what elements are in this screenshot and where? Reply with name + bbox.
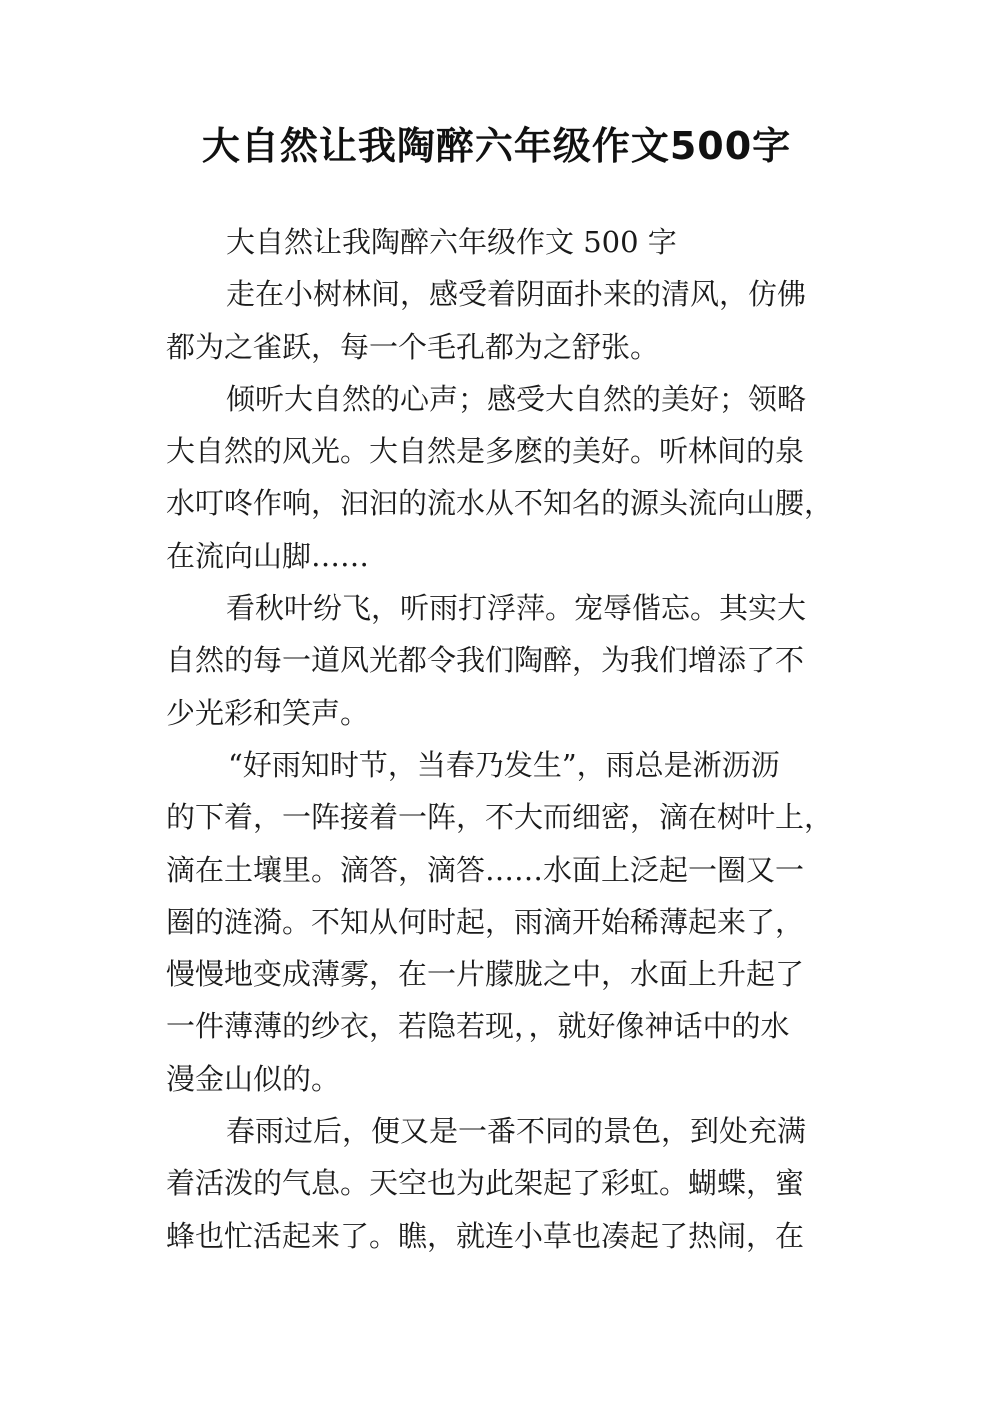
paragraph-line: 一件薄薄的纱衣，若隐若现，，就好像神话中的水 [166, 1009, 790, 1044]
paragraph-line: 自然的每一道风光都令我们陶醉，为我们增添了不 [166, 643, 805, 678]
paragraph-line: 走在小树林间，感受着阴面扑来的清风，仿佛 [226, 277, 807, 312]
paragraph-line: 漫金山似的。 [166, 1061, 341, 1096]
paragraph-line: 大自然的风光。大自然是多麽的美好。听林间的泉 [166, 434, 805, 469]
paragraph-line: 春雨过后，便又是一番不同的景色，到处充满 [226, 1114, 807, 1149]
paragraph-line: 慢慢地变成薄雾，在一片朦胧之中，水面上升起了 [166, 957, 805, 992]
document-title: 大自然让我陶醉六年级作文500字 [201, 124, 792, 168]
paragraph-line: 蜂也忙活起来了。瞧，就连小草也凑起了热闹，在 [166, 1218, 805, 1253]
paragraph-line: 圈的涟漪。不知从何时起，雨滴开始稀薄起来了， [166, 904, 805, 939]
paragraph-line: 滴在土壤里。滴答，滴答……水面上泛起一圈又一 [166, 852, 805, 887]
paragraph-line: 的下着，一阵接着一阵，不大而细密，滴在树叶上， [166, 800, 834, 835]
subtitle-line: 大自然让我陶醉六年级作文 500 字 [226, 225, 677, 259]
paragraph-line: 在流向山脚…… [166, 538, 370, 573]
paragraph-line: 倾听大自然的心声；感受大自然的美好；领略 [226, 381, 807, 416]
document-body [166, 216, 866, 1262]
paragraph-line: 着活泼的气息。天空也为此架起了彩虹。蝴蝶，蜜 [166, 1166, 805, 1201]
paragraph-line: 看秋叶纷飞，听雨打浮萍。宠辱偕忘。其实大 [226, 591, 807, 626]
paragraph-line: 少光彩和笑声。 [166, 695, 370, 730]
paragraph-line: 都为之雀跃，每一个毛孔都为之舒张。 [166, 329, 660, 364]
paragraph-line: 水叮咚作响，汩汩的流水从不知名的源头流向山腰， [166, 486, 834, 521]
paragraph-line: “好雨知时节，当春乃发生”，雨总是淅沥沥 [228, 747, 780, 782]
